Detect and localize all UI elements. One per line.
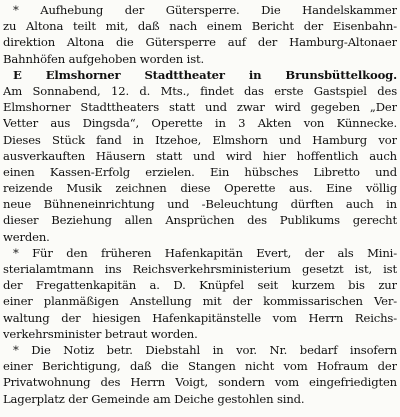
article-line: ausverkauften Häusern statt und wird hier hoffentlich auch — [3, 148, 397, 163]
article-line: neue Bühneneinrichtung und -Beleuchtung dürften auch in — [3, 197, 397, 212]
article-line: waltung der hiesigen Hafenkapitänstelle vom Herrn Reichs- — [3, 310, 397, 325]
article-line: * Die Notiz betr. Diebstahl in vor. Nr. bedarf insofern — [13, 342, 397, 357]
article-line: einer Berichtigung, daß die Stangen nicht vom Hofraum der — [3, 359, 397, 374]
article-line: einer planmäßigen Anstellung mit der kommissarischen Ver- — [3, 294, 397, 309]
article-line: Vetter aus Dingsda“, Operette in 3 Akten von Künnecke. — [3, 116, 397, 131]
article-line: dieser Beziehung allen Ansprüchen des Publikums gerecht — [3, 213, 397, 228]
article-line: Elmshorner Stadttheaters statt und zwar wird gegeben „Der — [3, 100, 397, 115]
article-line: Lagerplatz der Gemeinde am Deiche gestohlen sind. — [3, 391, 305, 406]
article-line: sterialamtmann ins Reichsverkehrsministerium gesetzt ist, ist — [3, 262, 397, 276]
article-line: direktion Altona die Gütersperre auf der Hamburg-Altonaer — [3, 35, 397, 50]
article-line: Dieses Stück fand in Itzehoe, Elmshorn und Hamburg vor — [3, 132, 397, 147]
article-line: der Fregattenkapitän a. D. Knüpfel seit kurzem bis zur — [3, 278, 397, 293]
article-line: Privatwohnung des Herrn Voigt, sondern vom eingefriedigten — [3, 375, 397, 390]
article-line: werden. — [3, 229, 50, 244]
article-line: reizende Musik zeichnen diese Operette aus. Eine völlig — [3, 181, 397, 196]
article-line: * Für den früheren Hafenkapitän Evert, der als Mini- — [13, 245, 397, 260]
article-line: * Aufhebung der Gütersperre. Die Handelskammer — [13, 3, 397, 17]
article-line: Am Sonnabend, 12. d. Mts., findet das erste Gastspiel des — [3, 83, 397, 98]
article-line: zu Altona teilt mit, daß nach einem Bericht der Eisenbahn- — [3, 19, 397, 34]
headline: E Elmshorner Stadttheater in Brunsbüttelkoog. — [13, 67, 397, 82]
article-line: Bahnhöfen aufgehoben worden ist. — [3, 51, 205, 66]
article-line: einen Kassen-Erfolg erzielen. Ein hübsches Libretto und — [3, 164, 397, 179]
article-line: verkehrsminister betraut worden. — [3, 326, 198, 341]
